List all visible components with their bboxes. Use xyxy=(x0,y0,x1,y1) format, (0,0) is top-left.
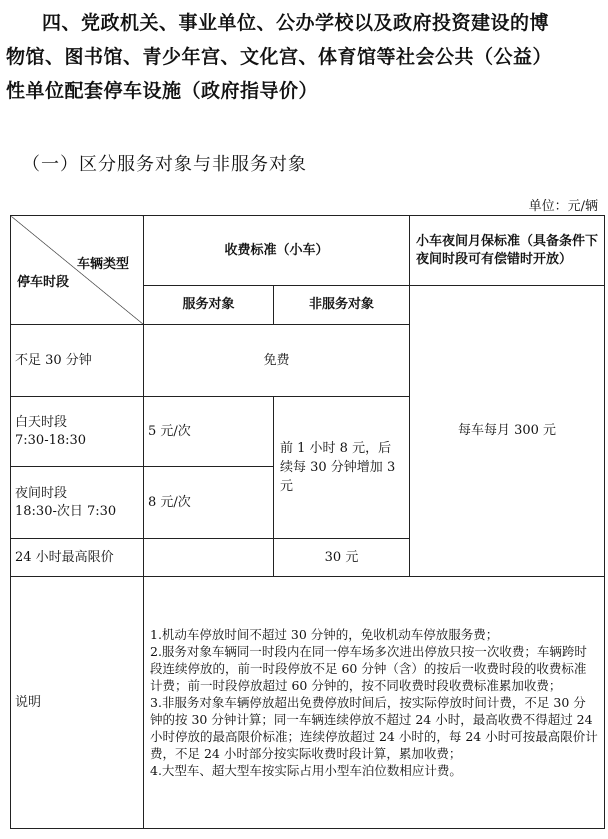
note-item: 2.服务对象车辆同一时段内在同一停车场多次进出停放只按一次收费；车辆跨时段连续停放的，前一时段停放不足 60 分钟（含）的按后一收费时段的收费标准计费；前一时段停放超过 60 分钟的，按不同收费时段收费标准累加收费； xyxy=(150,644,587,693)
heading-line-2: 物馆、图书馆、青少年宫、文化宫、体育馆等社会公共（公益） xyxy=(6,46,553,68)
section-heading xyxy=(6,6,606,108)
corner-parking-period: 停车时段 xyxy=(17,275,70,290)
notes-content xyxy=(144,577,605,829)
non-service-rate: 前 1 小时 8 元，后续每 30 分钟增加 3 元 xyxy=(274,397,410,539)
unit-label: 单位：元/辆 xyxy=(528,199,598,214)
heading-line-3: 性单位配套停车设施（政府指导价） xyxy=(6,80,319,102)
table-row xyxy=(11,216,605,286)
row-label-night xyxy=(11,467,144,539)
note-item: 3.非服务对象车辆停放超出免费停放时间后，按实际停放时间计费，不足 30 分钟的按 30 分钟计算；同一车辆连续停放不超过 24 小时，最高收费不得超过 24 小时停放的最高限价标准；连续停放超过 24 小时的，每 24 小时可按最高限价计费，不足 24 小时部分按实际收费时段计算，累加收费； xyxy=(150,695,598,761)
row-label-under-30: 不足 30 分钟 xyxy=(11,325,144,397)
note-item: 4.大型车、超大型车按实际占用小型车泊位数相应计费。 xyxy=(150,763,462,778)
free-value: 免费 xyxy=(144,325,410,397)
sub-heading: （一）区分服务对象与非服务对象 xyxy=(22,154,307,175)
note-item: 1.机动车停放时间不超过 30 分钟的，免收机动车停放服务费； xyxy=(150,627,499,642)
fee-standard-header: 收费标准（小车） xyxy=(144,216,410,286)
row-label-24h-max: 24 小时最高限价 xyxy=(11,539,144,577)
night-hours: 18:30-次日 7:30 xyxy=(15,503,117,519)
night-monthly-header: 小车夜间月保标准（具备条件下夜间时段可有偿错时开放） xyxy=(410,216,605,286)
daytime-hours: 7:30-18:30 xyxy=(15,432,87,448)
notes-label: 说明 xyxy=(11,577,144,829)
service-object-header: 服务对象 xyxy=(144,286,274,325)
night-service-rate: 8 元/次 xyxy=(144,467,274,539)
table-row xyxy=(11,577,605,829)
fee-table xyxy=(10,215,605,829)
night-label: 夜间时段 xyxy=(15,485,68,501)
empty-cell xyxy=(144,539,274,577)
max-price-value: 30 元 xyxy=(274,539,410,577)
corner-vehicle-type: 车辆类型 xyxy=(76,257,129,272)
non-service-object-header: 非服务对象 xyxy=(274,286,410,325)
night-monthly-rate: 每车每月 300 元 xyxy=(410,286,605,577)
row-label-daytime xyxy=(11,397,144,467)
heading-line-1: 四、党政机关、事业单位、公办学校以及政府投资建设的博 xyxy=(42,12,550,34)
daytime-label: 白天时段 xyxy=(15,414,68,430)
daytime-service-rate: 5 元/次 xyxy=(144,397,274,467)
corner-header xyxy=(11,216,144,325)
